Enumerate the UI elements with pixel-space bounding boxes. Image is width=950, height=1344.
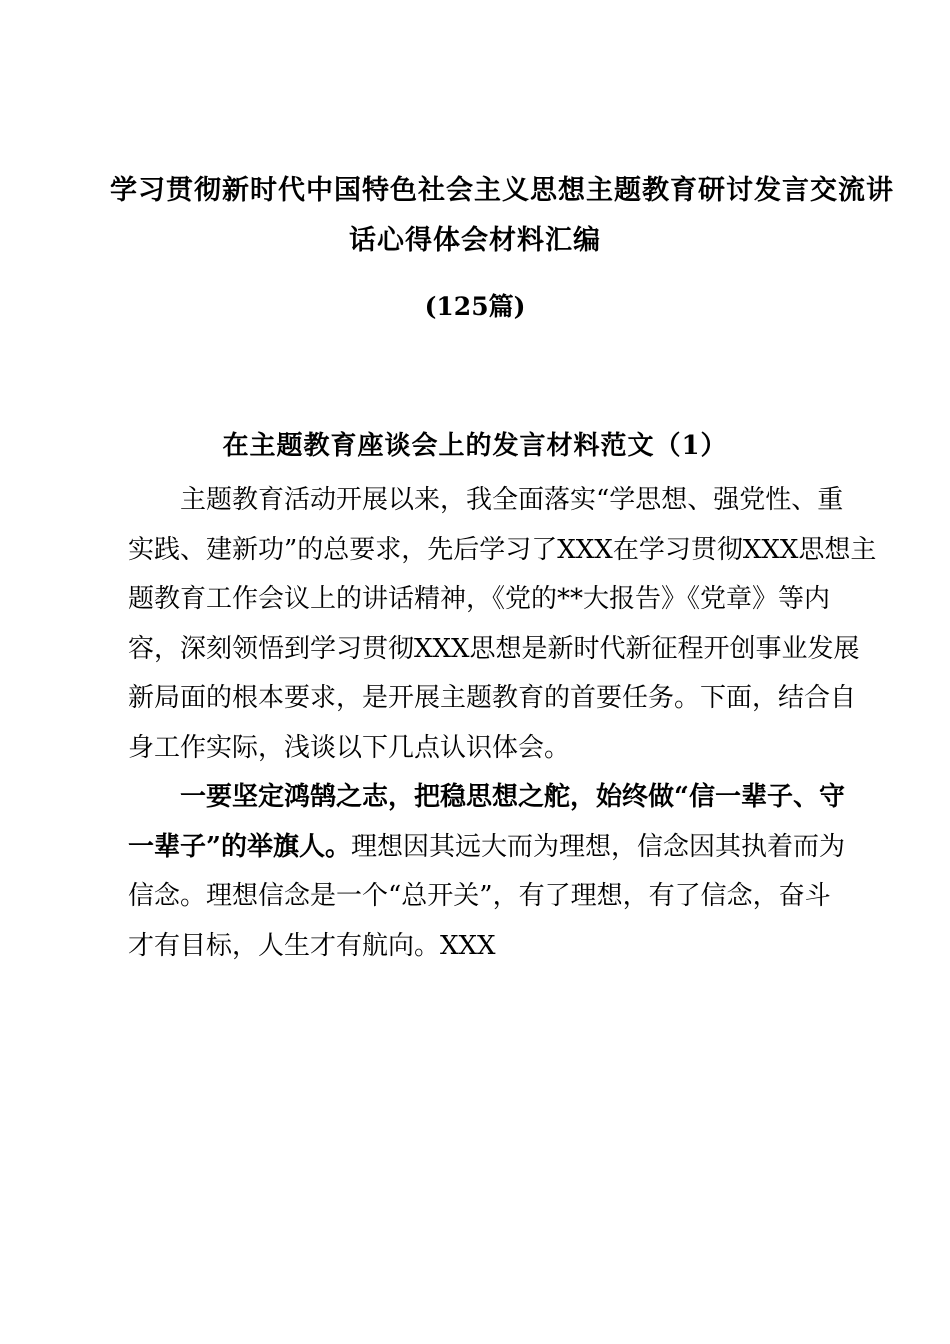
paragraph-2-line-2 — [128, 823, 845, 873]
paragraph-1-line-3: 题教育工作会议上的讲话精神，《党的**大报告》《党章》等内 — [128, 584, 831, 614]
article-count: (125篇) — [424, 292, 526, 321]
paragraph-1-line-6: 身工作实际，浅谈以下几点认识体会。 — [128, 732, 571, 763]
paragraph-2-body-start: 理想因其远大而为理想，信念因其执着而为 — [350, 831, 845, 862]
paragraph-1-line-5: 新局面的根本要求，是开展主题教育的首要任务。下面，结合自 — [128, 683, 857, 713]
paragraph-1-line-1: 主题教育活动开展以来，我全面落实“学思想、强党性、重 — [180, 485, 844, 515]
section-title: 在主题教育座谈会上的发言材料范文（1） — [222, 431, 728, 461]
paragraph-1 — [128, 476, 877, 773]
paragraph-2 — [128, 773, 845, 971]
paragraph-2-line-4: 才有目标，人生才有航向。XXX — [128, 930, 496, 961]
document-title-line-1: 学习贯彻新时代中国特色社会主义思想主题教育研讨发言交流讲 — [110, 175, 894, 206]
paragraph-2-heading-end: 一辈子”的举旗人。 — [128, 831, 351, 862]
paragraph-2-line-3: 信念。理想信念是一个“总开关”，有了理想，有了信念，奋斗 — [128, 881, 831, 911]
paragraph-2-line-1: 一要坚定鸿鹄之志，把稳思想之舵，始终做“信一辈子、守 — [180, 782, 845, 812]
document-title-line-2: 话心得体会材料汇编 — [349, 225, 601, 256]
paragraph-1-line-2: 实践、建新功”的总要求，先后学习了XXX在学习贯彻XXX思想主 — [128, 534, 877, 565]
paragraph-1-line-4: 容，深刻领悟到学习贯彻XXX思想是新时代新征程开创事业发展 — [128, 633, 860, 664]
